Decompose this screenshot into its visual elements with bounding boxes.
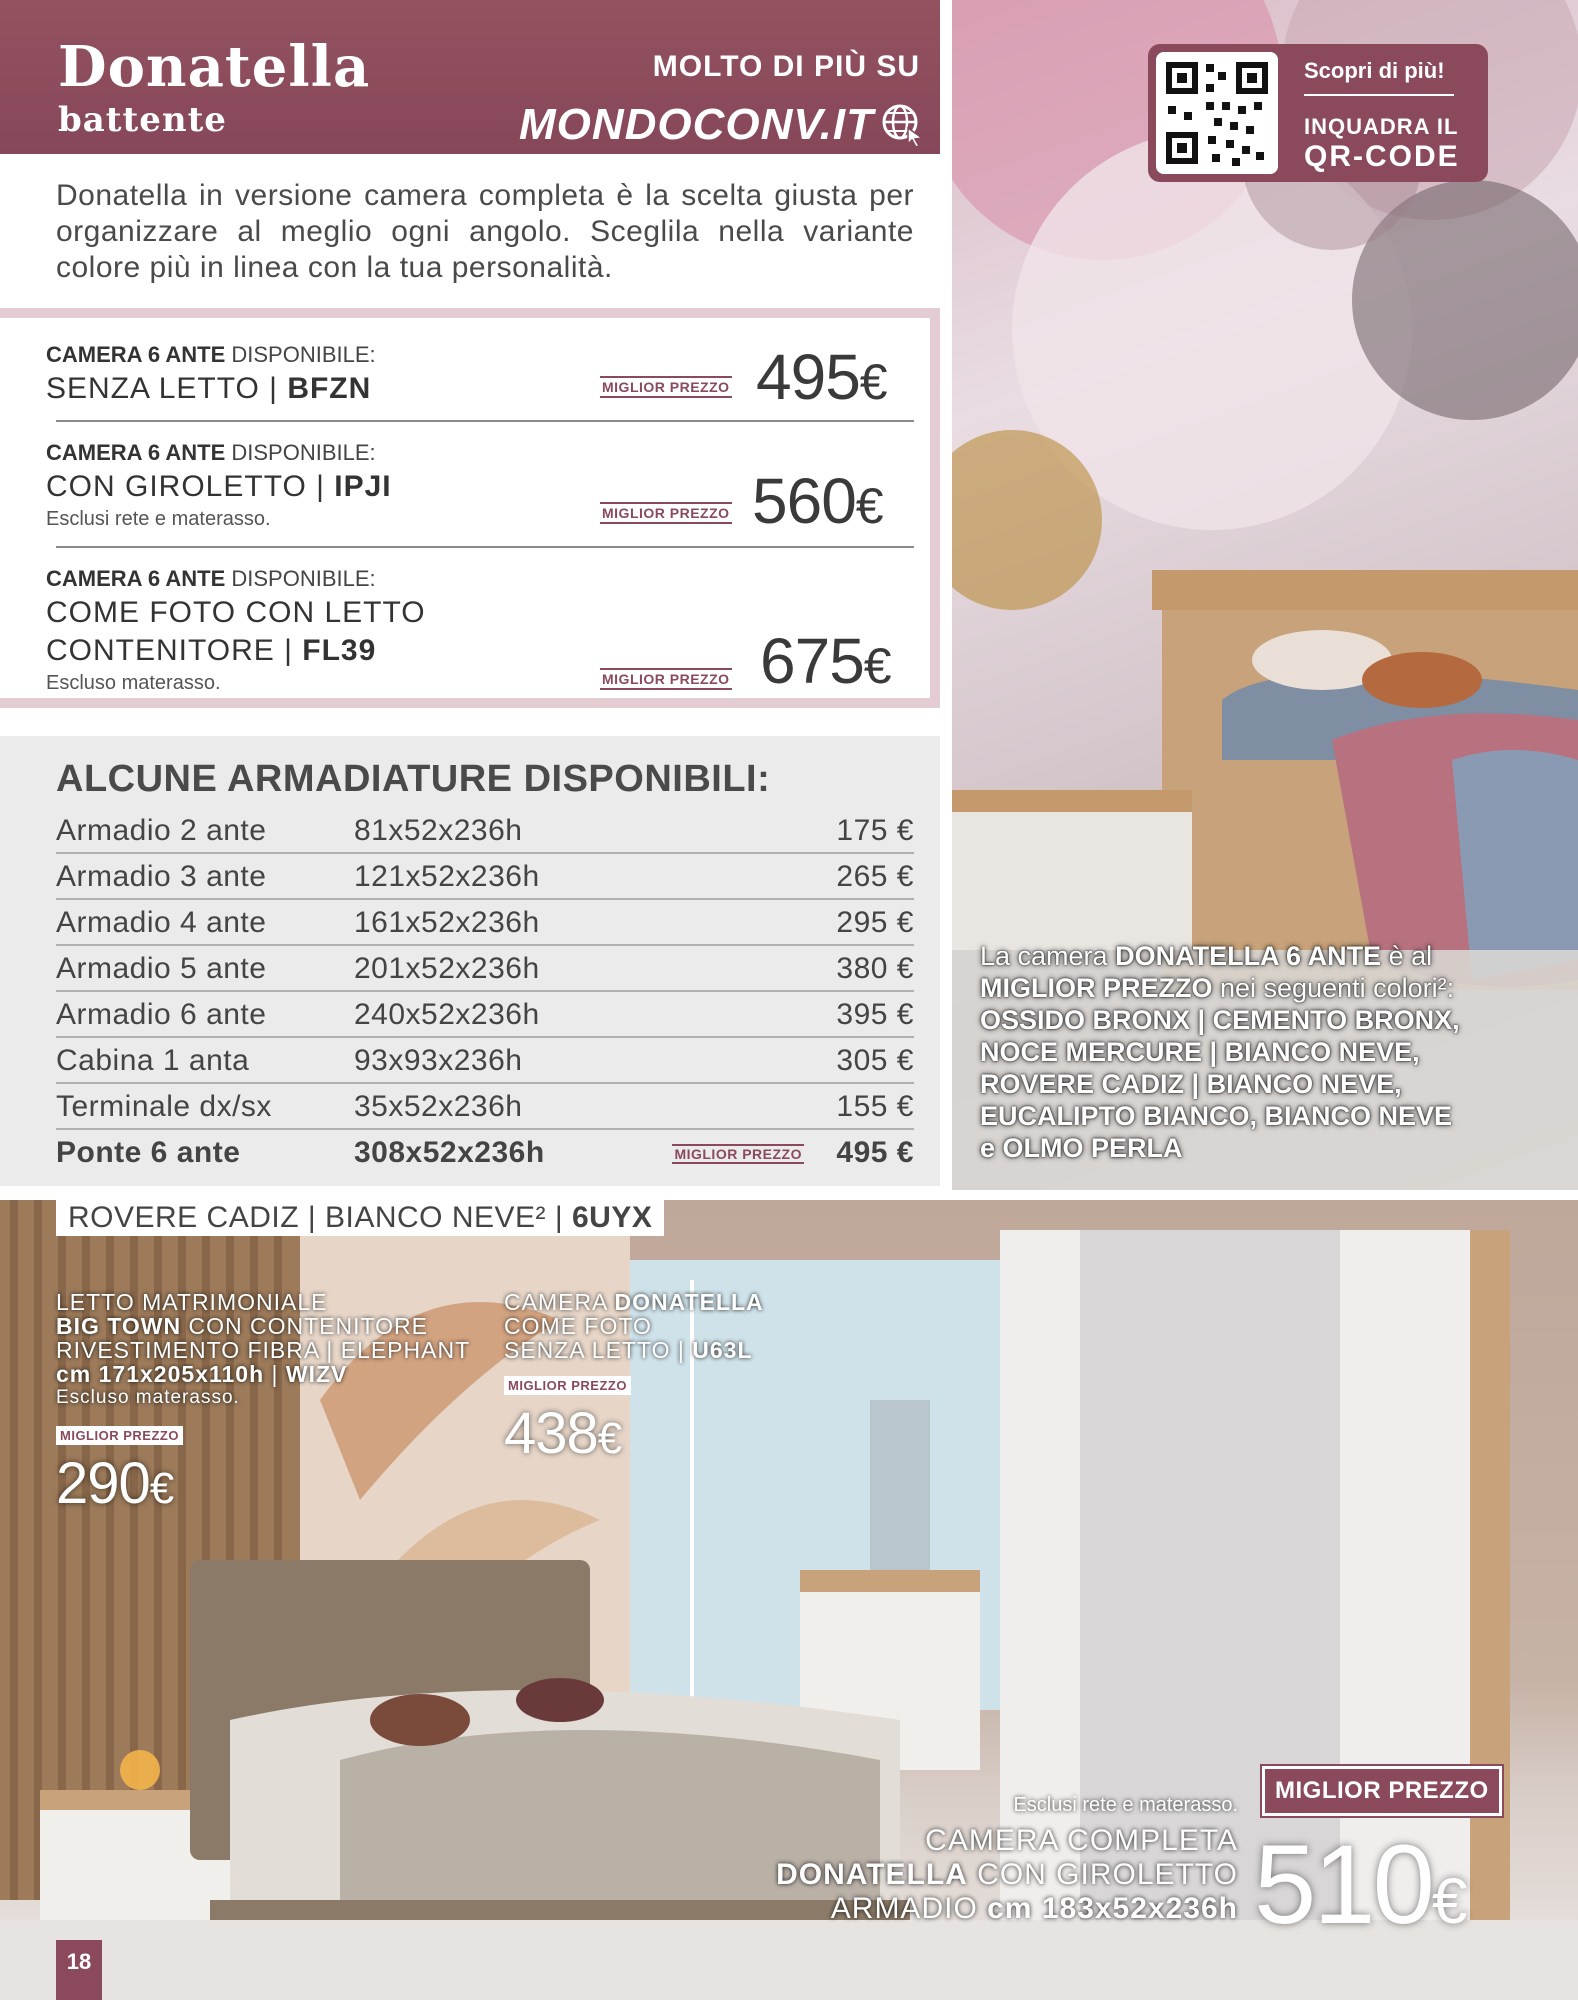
wardrobe-name: Armadio 5 ante: [56, 952, 267, 985]
qr-discover-label: Scopri di più!: [1304, 58, 1445, 83]
wardrobe-size: 121x52x236h: [354, 860, 540, 893]
page-subtitle: battente: [58, 100, 227, 140]
full-room-price: 510€: [1254, 1822, 1465, 1947]
offer-note: Escluso materasso.: [46, 672, 221, 694]
table-row: [56, 948, 914, 992]
offer-category: CAMERA 6 ANTE DISPONIBILE:: [46, 566, 376, 591]
wardrobe-size: 201x52x236h: [354, 952, 540, 985]
wardrobe-size: 240x52x236h: [354, 998, 540, 1031]
best-price-badge: MIGLIOR PREZZO: [600, 376, 732, 398]
wardrobe-name: Armadio 3 ante: [56, 860, 267, 893]
room-price: 438€: [504, 1401, 622, 1466]
table-row: [56, 856, 914, 900]
page-number: 18: [56, 1940, 102, 2000]
wardrobe-price: 305 €: [836, 1044, 914, 1077]
colors-caption: La camera DONATELLA 6 ANTE è al MIGLIOR PREZZO nei seguenti colori²: OSSIDO BRONX | CEMENTO BRONX, NOCE MERCURE | BIANCO NEVE, ROVERE CADIZ | BIANCO NEVE, EUCALIPTO BIANCO, BIANCO NEVE e OLMO PERLA: [980, 941, 1460, 1163]
bedroom-photo: [952, 0, 1578, 1190]
page-title: Donatella: [58, 34, 371, 100]
table-row: [56, 810, 914, 854]
offer-name: SENZA LETTO | BFZN: [46, 372, 372, 405]
wardrobe-size: 308x52x236h: [354, 1136, 545, 1169]
wardrobe-name: Ponte 6 ante: [56, 1136, 241, 1169]
best-price-badge: MIGLIOR PREZZO: [56, 1426, 183, 1445]
wardrobe-name: Armadio 4 ante: [56, 906, 267, 939]
wardrobe-price: 175 €: [836, 814, 914, 847]
wardrobe-name: Terminale dx/sx: [56, 1090, 272, 1123]
wardrobe-name: Armadio 2 ante: [56, 814, 267, 847]
bed-description: LETTO MATRIMONIALE BIG TOWN CON CONTENITORE RIVESTIMENTO FIBRA | ELEPHANT cm 171x205x110h | WIZV Escluso materasso.: [56, 1289, 471, 1408]
variant-tag: ROVERE CADIZ | BIANCO NEVE² | 6UYX: [56, 1200, 664, 1236]
wardrobe-price: 295 €: [836, 906, 914, 939]
offer-price: 495€: [756, 341, 887, 413]
table-row: [56, 902, 914, 946]
wardrobe-name: Cabina 1 anta: [56, 1044, 250, 1077]
qr-divider: [1304, 94, 1454, 96]
table-row: [56, 1086, 914, 1130]
intro-text: Donatella in versione camera completa è la scelta giusta per organizzare al meglio ogni angolo. Sceglila nella variante colore più in linea con la tua personalità.: [56, 179, 914, 284]
divider: [56, 546, 914, 548]
qr-panel[interactable]: [1148, 44, 1488, 182]
bed-price: 290€: [56, 1451, 174, 1516]
room-description: CAMERA DONATELLA COME FOTO SENZA LETTO | U63L: [504, 1289, 764, 1363]
more-info-label: MOLTO DI PIÙ SU: [652, 50, 920, 83]
offer-name: CON GIROLETTO | IPJI: [46, 470, 392, 503]
wardrobe-price: 155 €: [836, 1090, 914, 1123]
table-row: [56, 994, 914, 1038]
offer-price: 560€: [752, 465, 883, 537]
table-row: [56, 1132, 914, 1176]
wardrobe-price: 380 €: [836, 952, 914, 985]
wardrobes-title: ALCUNE ARMADIATURE DISPONIBILI:: [56, 758, 771, 800]
globe-cursor-icon: [878, 100, 926, 148]
qr-code-label: QR-CODE: [1304, 140, 1460, 173]
best-price-badge: MIGLIOR PREZZO: [600, 502, 732, 524]
best-price-badge: MIGLIOR PREZZO: [600, 668, 732, 690]
wardrobe-price: 495 €: [836, 1136, 914, 1169]
divider: [56, 420, 914, 422]
wardrobe-size: 93x93x236h: [354, 1044, 523, 1077]
header-banner: [0, 0, 940, 154]
qr-scan-label: INQUADRA IL: [1304, 114, 1459, 139]
bedroom-photo-bottom: [0, 1200, 1578, 2000]
offer-price: 675€: [760, 625, 891, 697]
wardrobes-table: [0, 736, 940, 1186]
table-row: [56, 1040, 914, 1084]
wardrobe-size: 81x52x236h: [354, 814, 523, 847]
wardrobe-price: 395 €: [836, 998, 914, 1031]
full-room-description: CAMERA COMPLETA DONATELLA CON GIROLETTO ARMADIO cm 183x52x236h: [776, 1824, 1238, 1925]
offer-note: Esclusi rete e materasso.: [46, 508, 271, 530]
offer-box: [0, 308, 940, 708]
offer-category: CAMERA 6 ANTE DISPONIBILE:: [46, 342, 376, 367]
qr-code-icon[interactable]: [1156, 52, 1278, 174]
wardrobe-price: 265 €: [836, 860, 914, 893]
best-price-badge: MIGLIOR PREZZO: [1262, 1766, 1502, 1816]
offer-category: CAMERA 6 ANTE DISPONIBILE:: [46, 440, 376, 465]
best-price-badge: MIGLIOR PREZZO: [674, 1146, 802, 1162]
best-price-badge: MIGLIOR PREZZO: [504, 1376, 631, 1395]
website-link[interactable]: MONDOCONV.IT: [518, 100, 874, 149]
full-room-note: Esclusi rete e materasso.: [1013, 1794, 1238, 1816]
wardrobe-size: 161x52x236h: [354, 906, 540, 939]
wardrobe-size: 35x52x236h: [354, 1090, 523, 1123]
offer-name: COME FOTO CON LETTO CONTENITORE | FL39: [46, 596, 426, 667]
wardrobe-name: Armadio 6 ante: [56, 998, 267, 1031]
